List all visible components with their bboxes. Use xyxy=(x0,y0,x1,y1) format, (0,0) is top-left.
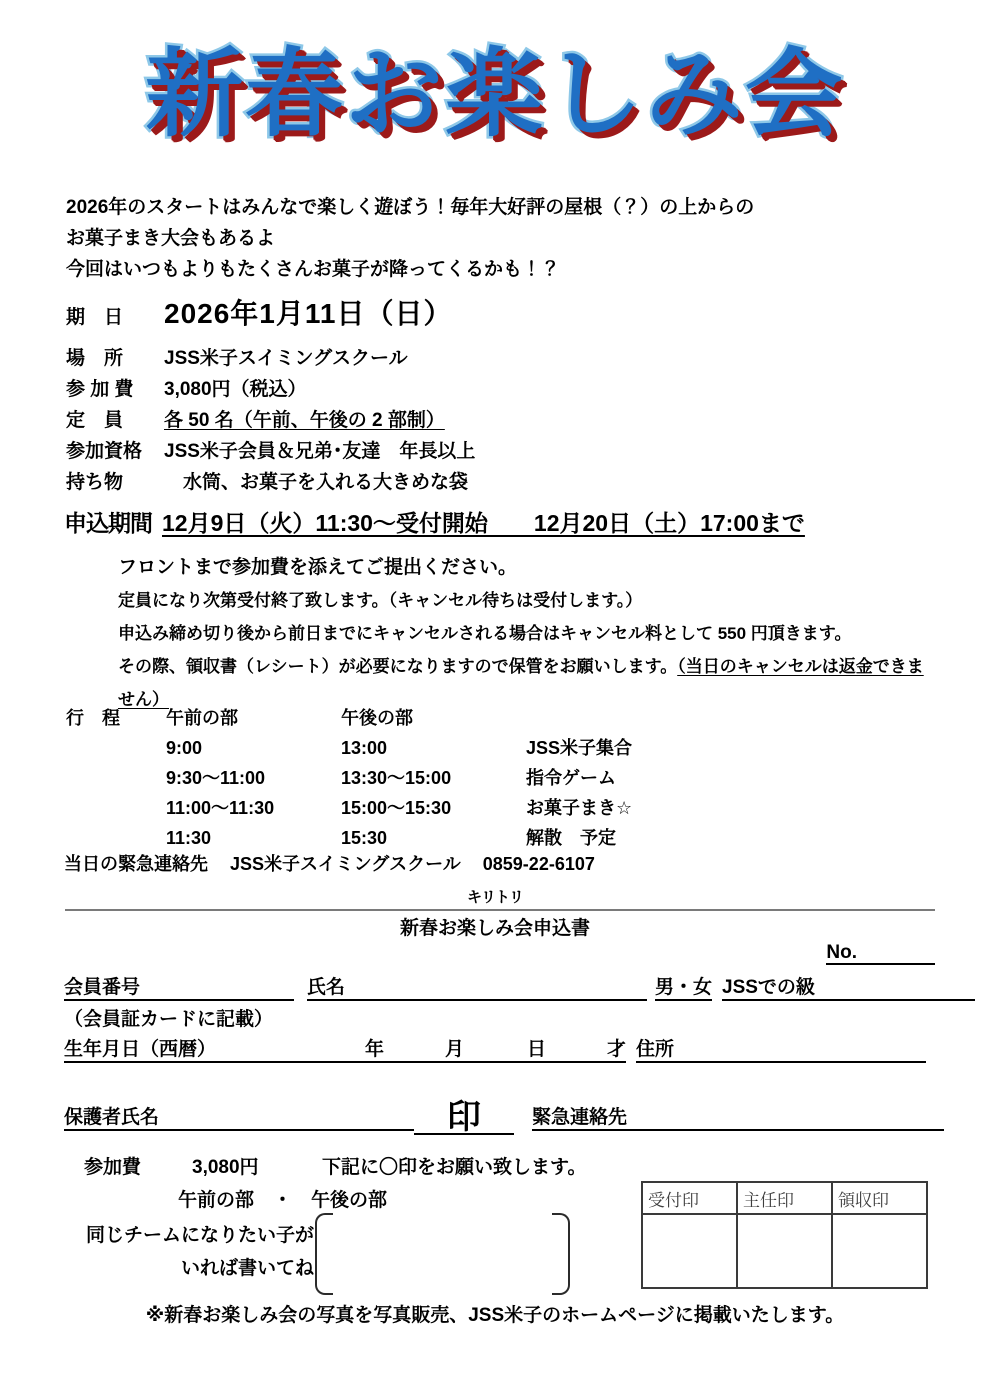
schedule-row-4-pm: 15:30 xyxy=(341,828,388,848)
schedule-row-1 xyxy=(66,733,632,763)
stamp-header-manager: 主任印 xyxy=(737,1182,832,1214)
form-field-inkan[interactable] xyxy=(414,1098,514,1136)
cut-line-divider xyxy=(65,909,935,911)
application-period-row xyxy=(64,505,805,538)
intro-line-1: 2026年のスタートはみんなで楽しく遊ぼう！毎年大好評の屋根（？）の上からの xyxy=(66,197,755,218)
note-receipt-plain: その際、領収書（レシート）が必要になりますので保管をお願いします。 xyxy=(118,657,678,676)
form-row-birth xyxy=(64,1034,926,1063)
page-title: 新春お楽しみ会 xyxy=(145,38,845,150)
stamp-table-header-row xyxy=(642,1182,927,1214)
schedule-row-1-pm: 13:00 xyxy=(341,738,388,758)
schedule-row-4-am: 11:30 xyxy=(166,828,212,848)
form-row-member xyxy=(64,972,975,1001)
form-field-gender[interactable] xyxy=(655,972,712,1001)
intro-line-2: お菓子まき大会もあるよ xyxy=(66,228,276,249)
form-card-note: （会員証カードに記載） xyxy=(64,1009,274,1030)
schedule-label: 行 程 xyxy=(66,708,120,728)
schedule-row-1-activity: JSS米子集合 xyxy=(526,738,633,758)
application-period-value: 12月9日（火）11:30～受付開始 12月20日（土）17:00まで xyxy=(162,510,805,536)
detail-row-capacity xyxy=(66,405,475,436)
notes-block xyxy=(118,551,930,716)
stamp-header-receipt: 領収印 xyxy=(832,1182,927,1214)
detail-value-eligibility: JSS米子会員＆兄弟･友達 年長以上 xyxy=(164,441,476,462)
schedule-row-3-pm: 15:00～15:30 xyxy=(341,798,452,818)
detail-label-fee: 参 加 費 xyxy=(66,379,134,400)
detail-label-capacity: 定 員 xyxy=(66,410,124,431)
intro-line-3: 今回はいつもよりもたくさんお菓子が降ってくるかも！？ xyxy=(66,259,561,280)
detail-row-fee xyxy=(66,374,475,405)
emergency-contact-label: 当日の緊急連絡先 xyxy=(64,854,208,874)
emergency-contact-place: JSS米子スイミングスクール xyxy=(230,854,461,874)
detail-row-eligibility xyxy=(66,436,475,467)
form-label-guardian-name: 保護者氏名 xyxy=(64,1107,160,1128)
kiritori-label: キリトリ xyxy=(466,889,523,906)
stamp-table xyxy=(641,1181,928,1289)
form-label-emergency-contact: 緊急連絡先 xyxy=(532,1107,628,1128)
bracket-left-icon xyxy=(315,1213,333,1295)
form-label-year: 年 xyxy=(364,1039,384,1060)
form-field-emergency-contact[interactable] xyxy=(532,1102,944,1131)
form-field-birthdate[interactable] xyxy=(64,1034,301,1063)
event-date-row xyxy=(66,292,452,332)
stamp-cell-reception[interactable] xyxy=(642,1214,737,1288)
form-team-writein-box[interactable] xyxy=(315,1213,570,1291)
emergency-contact-row xyxy=(64,850,595,876)
detail-label-place: 場 所 xyxy=(66,348,124,369)
form-label-gender: 男・女 xyxy=(655,977,713,998)
form-label-age: 才 xyxy=(606,1039,626,1060)
schedule-header-row xyxy=(66,703,632,733)
intro-paragraph xyxy=(66,192,926,285)
form-field-age[interactable] xyxy=(546,1034,626,1063)
note-receipt-underlined: （当日のキャンセルは返金できません） xyxy=(118,657,924,709)
detail-value-fee: 3,080円（税込） xyxy=(164,379,307,400)
detail-value-bring: 水筒、お菓子を入れる大きめな袋 xyxy=(164,472,469,493)
detail-value-place: JSS米子スイミングスクール xyxy=(164,348,408,369)
schedule-row-3-activity: お菓子まき☆ xyxy=(526,798,633,818)
event-date-value: 2026年1月11日（日） xyxy=(164,298,453,329)
schedule-row-2-activity: 指令ゲーム xyxy=(526,768,616,788)
form-row-guardian xyxy=(64,1098,944,1136)
detail-label-bring: 持ち物 xyxy=(66,472,124,493)
stamp-cell-receipt[interactable] xyxy=(832,1214,927,1288)
schedule-header-am: 午前の部 xyxy=(166,708,238,728)
form-fee-amount: 3,080円 xyxy=(192,1157,259,1178)
detail-label-eligibility: 参加資格 xyxy=(66,441,143,462)
form-field-month[interactable] xyxy=(384,1034,464,1063)
form-no-label: No. xyxy=(826,942,857,963)
schedule-row-2 xyxy=(66,763,632,793)
detail-value-capacity: 各 50 名（午前、午後の 2 部制） xyxy=(164,410,445,431)
form-label-month: 月 xyxy=(444,1039,464,1060)
stamp-header-reception: 受付印 xyxy=(642,1182,737,1214)
form-label-member-no: 会員番号 xyxy=(64,977,141,998)
form-fee-line xyxy=(84,1151,586,1184)
schedule-row-3-am: 11:00～11:30 xyxy=(166,798,275,818)
schedule-row-3 xyxy=(66,793,632,823)
schedule-row-1-am: 9:00 xyxy=(166,738,203,758)
schedule-block xyxy=(66,703,632,853)
note-submit-front: フロントまで参加費を添えてご提出ください。 xyxy=(118,557,518,578)
schedule-row-4-activity: 解散 予定 xyxy=(526,828,616,848)
form-field-name[interactable] xyxy=(307,972,647,1001)
title-banner xyxy=(0,38,990,172)
form-field-address[interactable] xyxy=(636,1034,926,1063)
application-period-label: 申込期間 xyxy=(64,510,152,536)
note-cancel-fee: 申込み締め切り後から前日までにキャンセルされる場合はキャンセル料として 550 円頂きます。 xyxy=(118,624,852,643)
form-fee-block xyxy=(84,1151,586,1217)
form-label-day: 日 xyxy=(526,1039,546,1060)
footer-photo-note: ※新春お楽しみ会の写真を写真販売、JSS米子のホームページに掲載いたします。 xyxy=(145,1305,845,1326)
form-label-rank: JSSでの級 xyxy=(722,977,815,998)
schedule-row-4 xyxy=(66,823,632,853)
form-field-rank[interactable] xyxy=(722,972,975,1001)
note-capacity-close: 定員になり次第受付終了致します。（キャンセル待ちは受付します。） xyxy=(118,591,643,610)
form-fee-label: 参加費 xyxy=(84,1157,142,1178)
emergency-contact-phone: 0859-22-6107 xyxy=(482,854,595,874)
form-team-note xyxy=(64,1219,314,1285)
event-details-list xyxy=(66,343,475,498)
form-field-day[interactable] xyxy=(464,1034,546,1063)
stamp-table-body-row xyxy=(642,1214,927,1288)
form-label-inkan: 印 xyxy=(447,1098,481,1136)
detail-row-place xyxy=(66,343,475,374)
stamp-cell-manager[interactable] xyxy=(737,1214,832,1288)
form-label-address: 住所 xyxy=(636,1039,675,1060)
form-no-group[interactable] xyxy=(826,942,935,965)
form-field-no xyxy=(826,942,935,964)
form-label-name: 氏名 xyxy=(307,977,346,998)
schedule-row-2-am: 9:30～11:00 xyxy=(166,768,266,788)
form-field-guardian-name[interactable] xyxy=(64,1102,414,1131)
form-team-note-line-1: 同じチームになりたい子が xyxy=(85,1225,314,1246)
form-team-note-line-2: いれば書いてね xyxy=(180,1258,314,1279)
schedule-row-2-pm: 13:30～15:00 xyxy=(341,768,452,788)
application-form-title: 新春お楽しみ会申込書 xyxy=(399,918,590,939)
schedule-header-pm: 午後の部 xyxy=(341,708,413,728)
bracket-right-icon xyxy=(552,1213,570,1295)
form-field-member-no[interactable] xyxy=(64,972,294,1001)
form-fee-instruction: 下記に〇印をお願い致します。 xyxy=(322,1157,587,1178)
form-label-birthdate: 生年月日（西暦） xyxy=(64,1039,217,1060)
detail-row-bring xyxy=(66,467,475,498)
event-date-label: 期 日 xyxy=(66,307,124,328)
form-part-choice[interactable]: 午前の部 ・ 午後の部 xyxy=(178,1190,388,1211)
form-field-year[interactable] xyxy=(301,1034,384,1063)
